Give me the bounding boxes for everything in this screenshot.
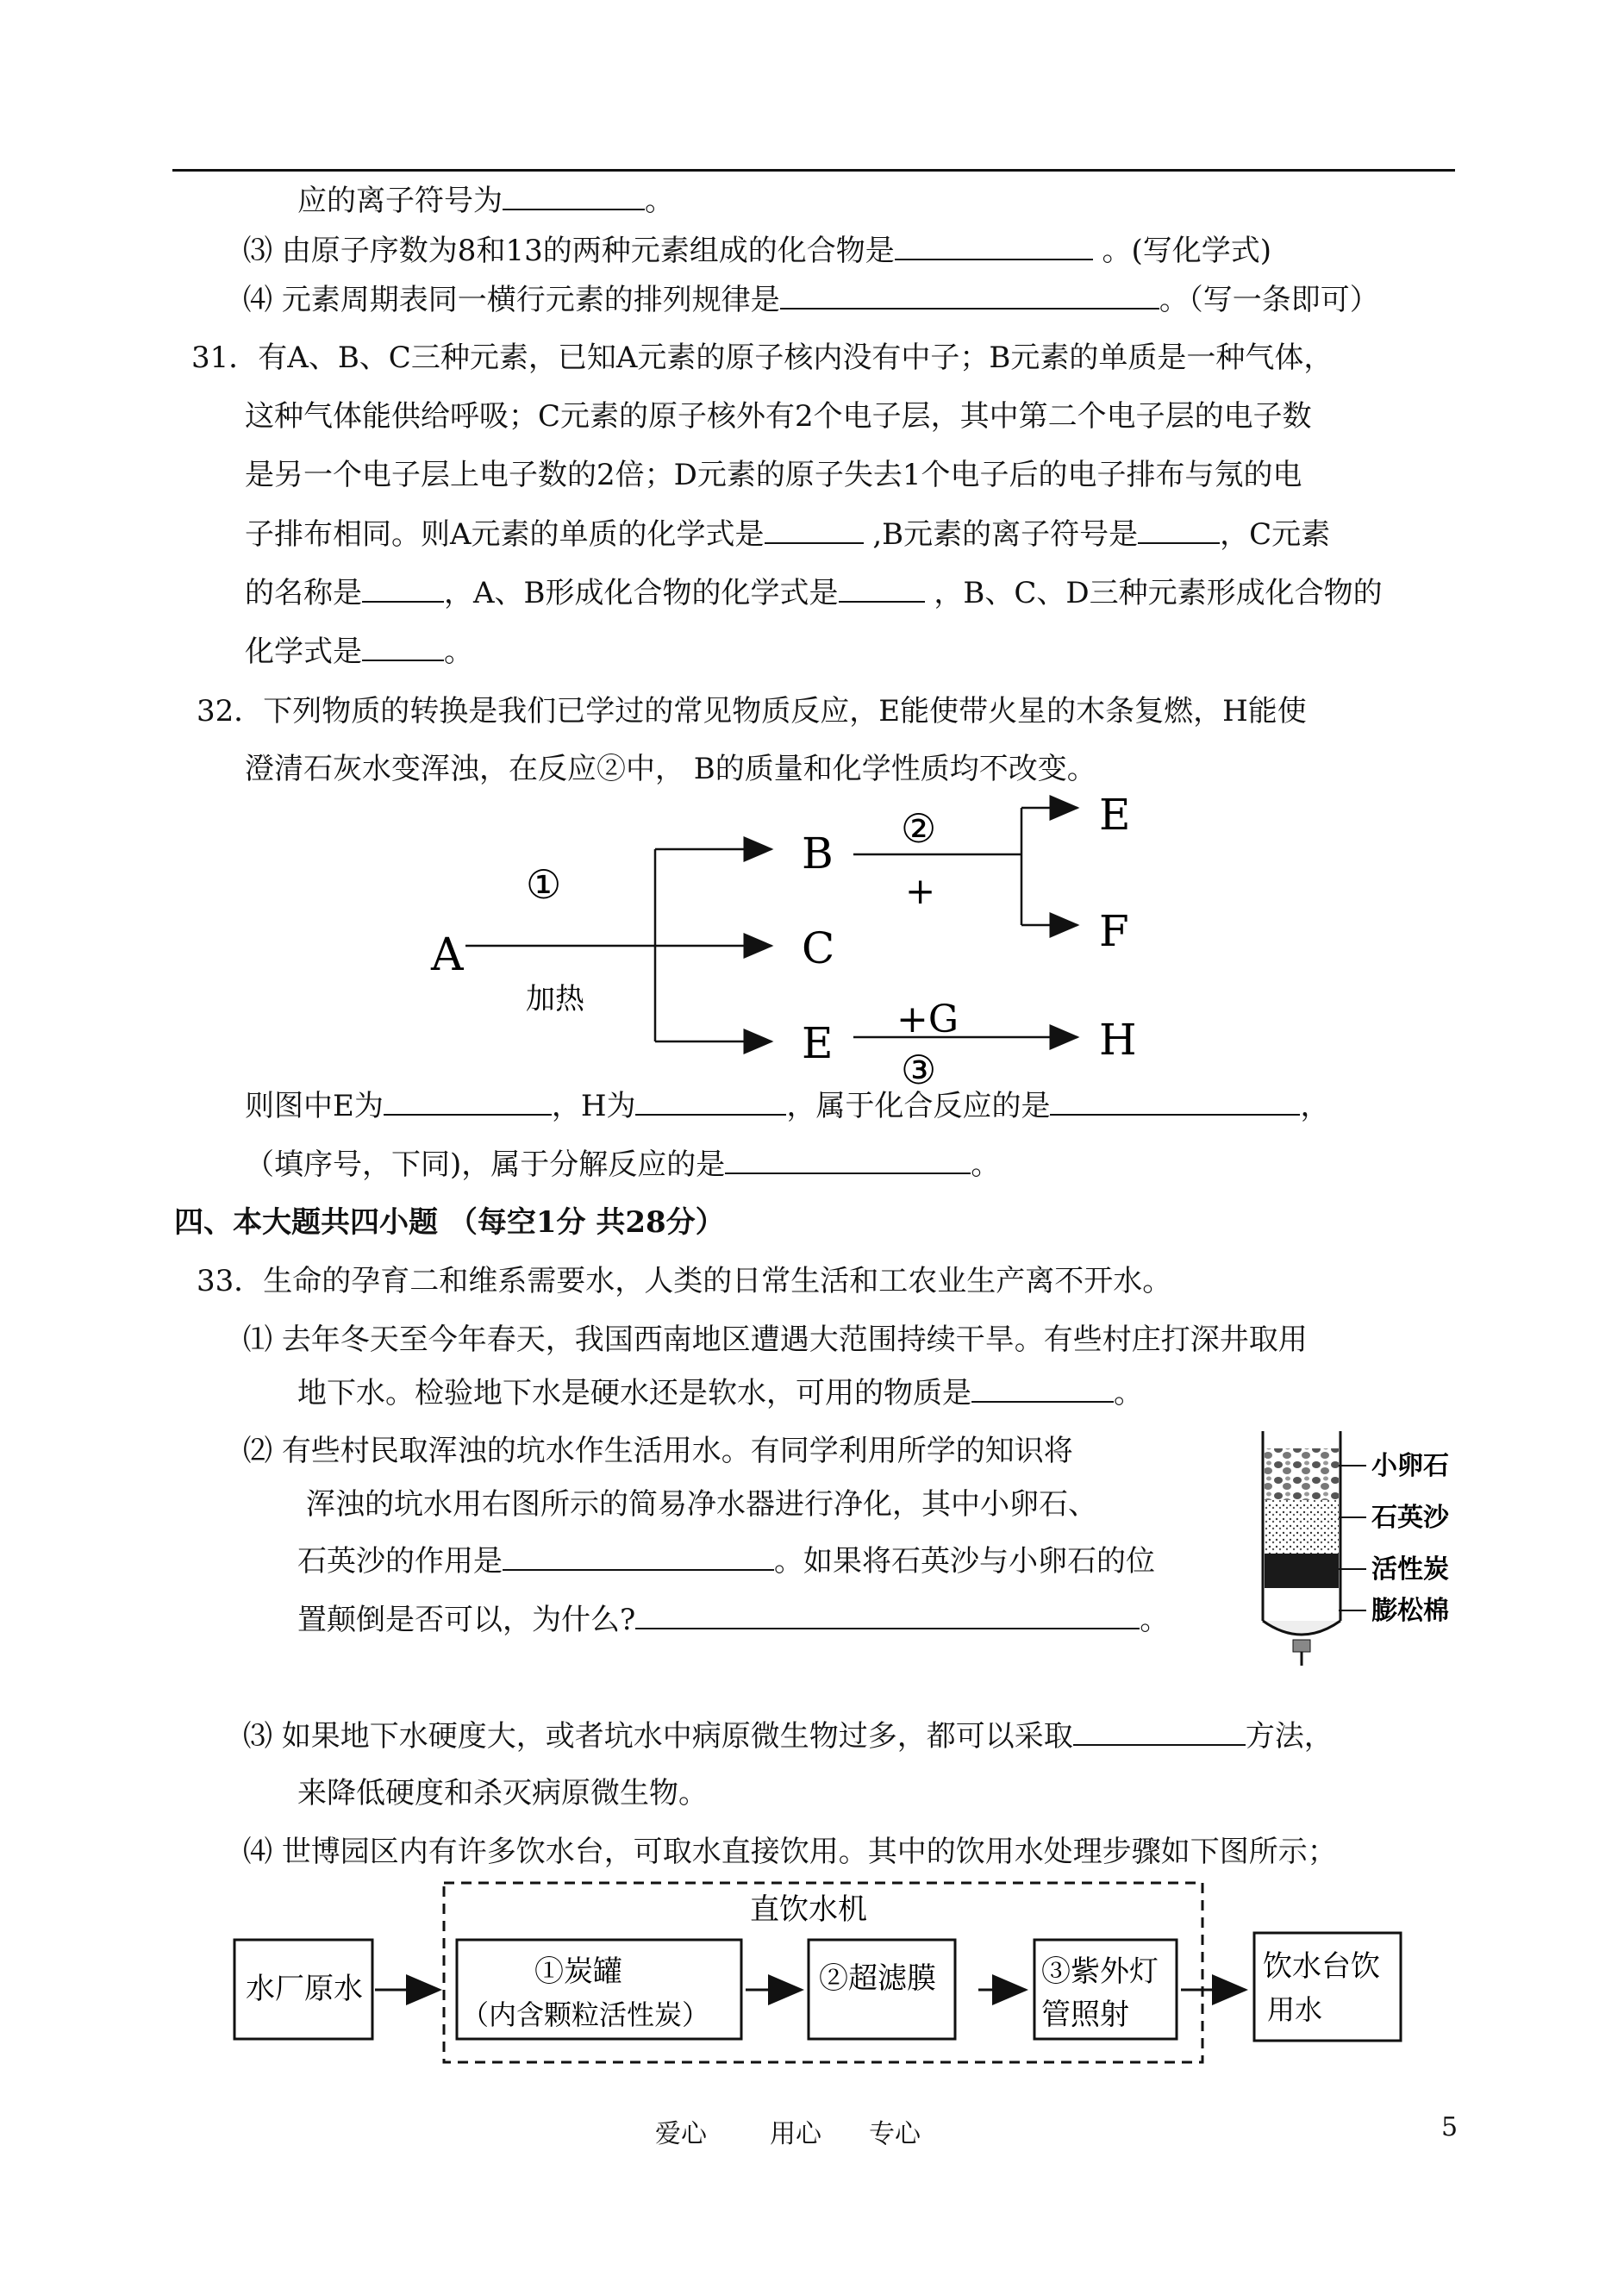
q31-text-5c: ，B、C、D三种元素形成化合物的 xyxy=(924,576,1383,610)
pebble-layer xyxy=(1265,1448,1339,1500)
q32-blank-combination[interactable] xyxy=(1050,1088,1300,1116)
q31-text-6b: 。 xyxy=(444,635,473,669)
carbon-layer xyxy=(1265,1554,1339,1588)
q31-text-4c: ，C元素 xyxy=(1220,517,1331,552)
q30-part4 xyxy=(243,282,1379,317)
q33-part3-number: ⑶ xyxy=(243,1719,272,1754)
q31-text-6a: 化学式是 xyxy=(245,635,362,669)
q33-part2-text4a: 置颠倒是否可以，为什么? xyxy=(297,1603,636,1637)
species-h: H xyxy=(1099,1015,1137,1065)
q32-answer-line-2 xyxy=(245,1147,1000,1182)
q33-part1-end: 。 xyxy=(1114,1376,1143,1410)
output-sub: 用水 xyxy=(1267,1993,1323,2026)
q33-part1-line1 xyxy=(243,1323,1308,1357)
q31-line-1: 31．有A、B、C三种元素，已知A元素的原子核内没有中子；B元素的单质是一种气体， xyxy=(191,341,1334,375)
q33-intro: 33．生命的孕育二和维系需要水，人类的日常生活和工农业生产离不开水。 xyxy=(197,1264,1172,1298)
carbon-tank-sub: （内含颗粒活性炭） xyxy=(461,1998,710,2031)
q32-text-a3: ，属于化合反应的是 xyxy=(786,1089,1051,1123)
q32-text-b2: 。 xyxy=(971,1148,1001,1182)
plus-label: + xyxy=(905,870,936,912)
sand-layer xyxy=(1265,1500,1339,1554)
q33-part1-line2 xyxy=(297,1375,1143,1410)
q31-text-4a: 子排布相同。则A元素的单质的化学式是 xyxy=(245,517,765,552)
q33-part1-text2: 地下水。检验地下水是硬水还是软水，可用的物质是 xyxy=(297,1376,971,1410)
plus-g-label: +G xyxy=(896,997,959,1041)
q33-part1-text1: 去年冬天至今年春天，我国西南地区遭遇大范围持续干旱。有些村庄打深井取用 xyxy=(281,1323,1308,1357)
q33-part2-number: ⑵ xyxy=(243,1434,272,1468)
q30-part4-text: 元素周期表同一横行元素的排列规律是 xyxy=(281,283,780,317)
q33-part4-line1 xyxy=(243,1835,1337,1869)
species-c: C xyxy=(802,923,835,973)
q31-blank-c-name[interactable] xyxy=(362,575,444,603)
raw-water-label: 水厂原水 xyxy=(246,1972,363,2006)
q33-part2-text3b: 。如果将石英沙与小卵石的位 xyxy=(774,1544,1155,1579)
output-label: 饮水台饮 xyxy=(1263,1949,1380,1984)
q30-part3-number: ⑶ xyxy=(243,234,272,268)
q33-part4-number: ⑷ xyxy=(243,1835,272,1869)
q32-text-b1: （填序号，下同)，属于分解反应的是 xyxy=(245,1148,726,1182)
q30-part3-text: 由原子序数为8和13的两种元素组成的化合物是 xyxy=(281,234,895,268)
q33-part2-line3 xyxy=(297,1543,1155,1579)
label-cotton: 膨松棉 xyxy=(1371,1596,1449,1626)
q31-blank-a-formula[interactable] xyxy=(765,516,864,544)
q31-line-6 xyxy=(245,634,473,669)
q30-ion-end: 。 xyxy=(645,184,674,218)
q32-blank-decomposition[interactable] xyxy=(725,1147,971,1174)
footer-motto-1: 爱心 xyxy=(655,2119,707,2149)
label-sand: 石英沙 xyxy=(1371,1503,1449,1533)
q33-part2-text4b: 。 xyxy=(1140,1603,1170,1637)
q31-text-5b: ，A、B形成化合物的化学式是 xyxy=(444,576,839,610)
reaction-diagram xyxy=(414,780,1190,1108)
q30-part4-end: 。（写一条即可） xyxy=(1159,283,1379,317)
q31-line-2: 这种气体能供给呼吸；C元素的原子核外有2个电子层，其中第二个电子层的电子数 xyxy=(245,399,1312,434)
q30-part4-blank[interactable] xyxy=(780,282,1159,310)
q32-blank-h[interactable] xyxy=(635,1088,786,1116)
footer-motto-3: 专心 xyxy=(869,2119,921,2149)
label-pebble: 小卵石 xyxy=(1371,1451,1449,1481)
species-e-bottom: E xyxy=(802,1018,834,1068)
q31-text-5a: 的名称是 xyxy=(245,576,362,610)
reaction-3-label: ③ xyxy=(901,1047,937,1093)
cotton-bottom xyxy=(1263,1621,1340,1635)
carbon-tank-label: ①炭罐 xyxy=(534,1954,622,1989)
page-number: 5 xyxy=(1441,2112,1458,2142)
q31-line-4 xyxy=(245,516,1330,552)
uv-label: ③紫外灯 xyxy=(1041,1954,1159,1989)
q32-line-2: 澄清石灰水变浑浊，在反应②中， B的质量和化学性质均不改变。 xyxy=(245,752,1096,786)
q30-ion-text: 应的离子符号为 xyxy=(297,184,503,218)
species-b: B xyxy=(802,829,834,879)
species-f: F xyxy=(1099,906,1129,956)
q31-line-5 xyxy=(245,575,1383,610)
q33-part3-text2: 来降低硬度和杀灭病原微生物。 xyxy=(297,1776,708,1810)
machine-label: 直饮水机 xyxy=(750,1892,867,1927)
q30-part3-end: 。(写化学式) xyxy=(1102,234,1272,268)
q31-blank-bcd-formula[interactable] xyxy=(362,634,444,661)
label-carbon: 活性炭 xyxy=(1371,1554,1449,1585)
q33-part3-line1 xyxy=(243,1718,1334,1754)
filter-outlet xyxy=(1293,1640,1310,1652)
ultrafilter-label: ②超滤膜 xyxy=(819,1961,936,1996)
uv-sub: 管照射 xyxy=(1041,1998,1129,2032)
q31-text-4b: ,B元素的离子符号是 xyxy=(863,517,1139,552)
q33-blank-filter-role[interactable] xyxy=(503,1543,774,1571)
q33-part2-text1: 有些村民取浑浊的坑水作生活用水。有同学利用所学的知识将 xyxy=(281,1434,1073,1468)
section-4-heading: 四、本大题共四小题 （每空1分 共28分） xyxy=(174,1205,725,1240)
q33-blank-method[interactable] xyxy=(1073,1718,1246,1746)
q33-blank-swap-reason[interactable] xyxy=(635,1602,1140,1629)
water-filter-illustration xyxy=(1254,1414,1487,1673)
q33-part2-text2: 浑浊的坑水用右图所示的简易净水器进行净化，其中小卵石、 xyxy=(306,1487,1097,1522)
q32-answer-line-1 xyxy=(245,1088,1329,1123)
q31-line-3: 是另一个电子层上电子数的2倍；D元素的原子失去1个电子后的电子排布与氖的电 xyxy=(245,458,1302,492)
water-treatment-flow xyxy=(164,1879,1440,2078)
q32-text-a1: 则图中E为 xyxy=(245,1089,384,1123)
q32-text-a4: ， xyxy=(1300,1089,1330,1123)
q32-blank-e[interactable] xyxy=(384,1088,552,1116)
q30-part3 xyxy=(243,233,1271,268)
q33-part1-number: ⑴ xyxy=(243,1323,272,1357)
reaction-2-label: ② xyxy=(901,805,937,852)
q30-part3-blank[interactable] xyxy=(895,233,1093,260)
q33-part2-line1 xyxy=(243,1434,1073,1468)
reaction-1-label: ① xyxy=(526,861,562,908)
header-rule xyxy=(172,169,1455,172)
q30-line-ion xyxy=(297,183,674,218)
q31-blank-b-ion[interactable] xyxy=(1138,516,1220,544)
q33-part3-text1a: 如果地下水硬度大，或者坑水中病原微生物过多，都可以采取 xyxy=(281,1719,1073,1754)
q31-blank-ab-formula[interactable] xyxy=(839,575,925,603)
q33-blank-hardness-test[interactable] xyxy=(971,1375,1114,1403)
q33-part3-text1b: 方法， xyxy=(1245,1719,1334,1754)
q33-part4-text1: 世博园区内有许多饮水台，可取水直接饮用。其中的饮用水处理步骤如下图所示； xyxy=(281,1835,1337,1869)
species-e-top: E xyxy=(1099,790,1131,840)
q32-line-1: 32．下列物质的转换是我们已学过的常见物质反应，E能使带火星的木条复燃，H能使 xyxy=(197,694,1307,729)
footer-motto-2: 用心 xyxy=(770,2119,821,2149)
q33-part2-text3a: 石英沙的作用是 xyxy=(297,1544,503,1579)
q30-ion-blank[interactable] xyxy=(503,183,645,210)
q32-text-a2: ，H为 xyxy=(551,1089,636,1123)
q33-part2-line4 xyxy=(297,1602,1169,1637)
heat-label: 加热 xyxy=(526,982,584,1016)
species-a: A xyxy=(431,929,464,981)
q30-part4-number: ⑷ xyxy=(243,283,272,317)
